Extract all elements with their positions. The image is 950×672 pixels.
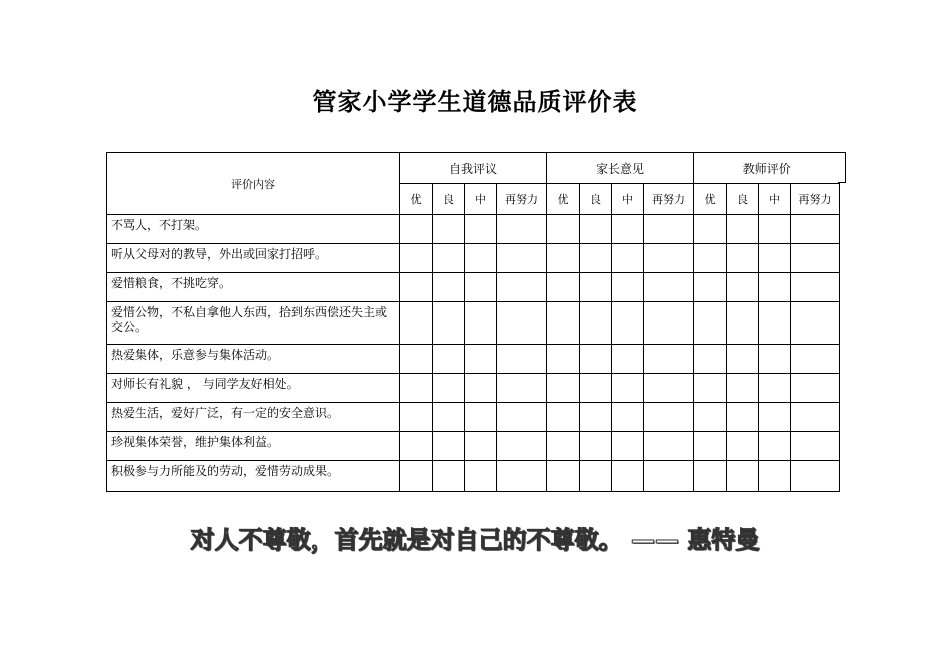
rating-cell[interactable] [580,432,612,461]
rating-cell[interactable] [644,302,694,345]
grade-header: 中 [759,184,791,215]
rating-cell[interactable] [694,273,727,302]
evaluation-item: 听从父母对的教导，外出或回家打招呼。 [107,244,400,273]
rating-cell[interactable] [400,374,433,403]
rating-cell[interactable] [433,244,465,273]
rating-cell[interactable] [400,432,433,461]
rating-cell[interactable] [612,432,644,461]
rating-cell[interactable] [694,345,727,374]
rating-cell[interactable] [759,345,791,374]
rating-cell[interactable] [759,244,791,273]
table-row [107,374,840,403]
rating-cell[interactable] [727,215,759,244]
rating-cell[interactable] [580,403,612,432]
rating-cell[interactable] [727,345,759,374]
rating-cell[interactable] [612,273,644,302]
rating-cell[interactable] [644,403,694,432]
rating-cell[interactable] [694,374,727,403]
rating-cell[interactable] [580,273,612,302]
grade-header: 优 [547,184,580,215]
grade-header: 良 [580,184,612,215]
evaluation-item: 积极参与力所能及的劳动，爱惜劳动成果。 [107,461,400,492]
rating-cell[interactable] [547,403,580,432]
rating-cell[interactable] [497,244,547,273]
rating-cell[interactable] [400,215,433,244]
evaluation-item: 热爱集体，乐意参与集体活动。 [107,345,400,374]
grade-header: 优 [694,184,727,215]
rating-cell[interactable] [433,461,465,492]
table-row [107,244,840,273]
rating-cell[interactable] [791,461,840,492]
rating-cell[interactable] [727,374,759,403]
table-row [107,432,840,461]
rating-cell[interactable] [791,374,840,403]
rating-cell[interactable] [497,403,547,432]
rating-cell[interactable] [644,244,694,273]
rating-cell[interactable] [465,345,497,374]
rating-cell[interactable] [497,432,547,461]
rating-cell[interactable] [759,374,791,403]
rating-cell[interactable] [694,461,727,492]
rating-cell[interactable] [759,273,791,302]
evaluation-item: 热爱生活，爱好广泛，有一定的安全意识。 [107,403,400,432]
rating-cell[interactable] [612,244,644,273]
rating-cell[interactable] [433,374,465,403]
grade-header: 良 [727,184,759,215]
group-header-self: 自我评议 [400,153,547,184]
rating-cell[interactable] [759,461,791,492]
evaluation-item: 对师长有礼貌 ， 与同学友好相处。 [107,374,400,403]
rating-cell[interactable] [644,345,694,374]
rating-cell[interactable] [497,215,547,244]
rating-cell[interactable] [433,432,465,461]
rating-cell[interactable] [465,215,497,244]
rating-cell[interactable] [727,461,759,492]
evaluation-item: 珍视集体荣誉，维护集体利益。 [107,432,400,461]
rating-cell[interactable] [465,403,497,432]
rating-cell[interactable] [400,302,433,345]
rating-cell[interactable] [644,432,694,461]
evaluation-item: 爱惜粮食，不挑吃穿。 [107,273,400,302]
rating-cell[interactable] [400,345,433,374]
grade-header: 良 [433,184,465,215]
rating-cell[interactable] [400,403,433,432]
rating-cell[interactable] [497,461,547,492]
rating-cell[interactable] [612,215,644,244]
rating-cell[interactable] [644,215,694,244]
group-header-teacher: 教师评价 [694,153,840,184]
rating-cell[interactable] [547,215,580,244]
rating-cell[interactable] [433,345,465,374]
rating-cell[interactable] [465,374,497,403]
quote-text: 对人不尊敬，首先就是对自己的不尊敬。 —— 惠特曼 [190,526,760,554]
grade-header: 再努力 [497,184,547,215]
rating-cell[interactable] [497,374,547,403]
rating-cell[interactable] [791,403,840,432]
rating-cell[interactable] [791,273,840,302]
rating-cell[interactable] [644,461,694,492]
rating-cell[interactable] [694,432,727,461]
rating-cell[interactable] [644,374,694,403]
grade-header: 再努力 [644,184,694,215]
rating-cell[interactable] [547,345,580,374]
rating-cell[interactable] [612,461,644,492]
rating-cell[interactable] [791,432,840,461]
rating-cell[interactable] [433,273,465,302]
rating-cell[interactable] [580,302,612,345]
page-title: 管家小学学生道德品质评价表 [312,88,638,116]
rating-cell[interactable] [694,403,727,432]
rating-cell[interactable] [791,302,840,345]
rating-cell[interactable] [497,273,547,302]
rating-cell[interactable] [694,302,727,345]
evaluation-table [106,152,840,492]
table-row [107,302,840,345]
rating-cell[interactable] [727,273,759,302]
table-row [107,461,840,492]
rating-cell[interactable] [547,244,580,273]
rating-cell[interactable] [759,403,791,432]
rating-cell[interactable] [465,244,497,273]
rating-cell[interactable] [547,374,580,403]
rating-cell[interactable] [727,432,759,461]
rating-cell[interactable] [400,461,433,492]
content-header: 评价内容 [107,153,400,215]
rating-cell[interactable] [497,345,547,374]
rating-cell[interactable] [612,302,644,345]
rating-cell[interactable] [727,403,759,432]
evaluation-item: 爱惜公物，不私自拿他人东西，拾到东西偿还失主或交公。 [107,302,400,345]
grade-header: 中 [465,184,497,215]
rating-cell[interactable] [694,215,727,244]
rating-cell[interactable] [612,403,644,432]
rating-cell[interactable] [759,215,791,244]
rating-cell[interactable] [465,461,497,492]
rating-cell[interactable] [547,302,580,345]
rating-cell[interactable] [580,461,612,492]
rating-cell[interactable] [759,432,791,461]
rating-cell[interactable] [580,345,612,374]
evaluation-item: 不骂人，不打架。 [107,215,400,244]
rating-cell[interactable] [791,345,840,374]
table-row [107,403,840,432]
rating-cell[interactable] [580,215,612,244]
rating-cell[interactable] [727,302,759,345]
rating-cell[interactable] [547,432,580,461]
table-row [107,345,840,374]
rating-cell[interactable] [694,244,727,273]
rating-cell[interactable] [612,374,644,403]
grade-header: 中 [612,184,644,215]
rating-cell[interactable] [547,461,580,492]
rating-cell[interactable] [644,273,694,302]
rating-cell[interactable] [400,273,433,302]
rating-cell[interactable] [791,215,840,244]
rating-cell[interactable] [465,432,497,461]
rating-cell[interactable] [465,302,497,345]
rating-cell[interactable] [497,302,547,345]
rating-cell[interactable] [433,403,465,432]
table-row [107,273,840,302]
grade-header: 再努力 [791,184,840,215]
rating-cell[interactable] [580,374,612,403]
header-extension-border [838,152,846,183]
rating-cell[interactable] [465,273,497,302]
group-header-parent: 家长意见 [547,153,694,184]
grade-header: 优 [400,184,433,215]
rating-cell[interactable] [433,302,465,345]
rating-cell[interactable] [400,244,433,273]
rating-cell[interactable] [791,244,840,273]
table-row [107,215,840,244]
rating-cell[interactable] [433,215,465,244]
rating-cell[interactable] [580,244,612,273]
rating-cell[interactable] [759,302,791,345]
rating-cell[interactable] [727,244,759,273]
rating-cell[interactable] [547,273,580,302]
rating-cell[interactable] [612,345,644,374]
